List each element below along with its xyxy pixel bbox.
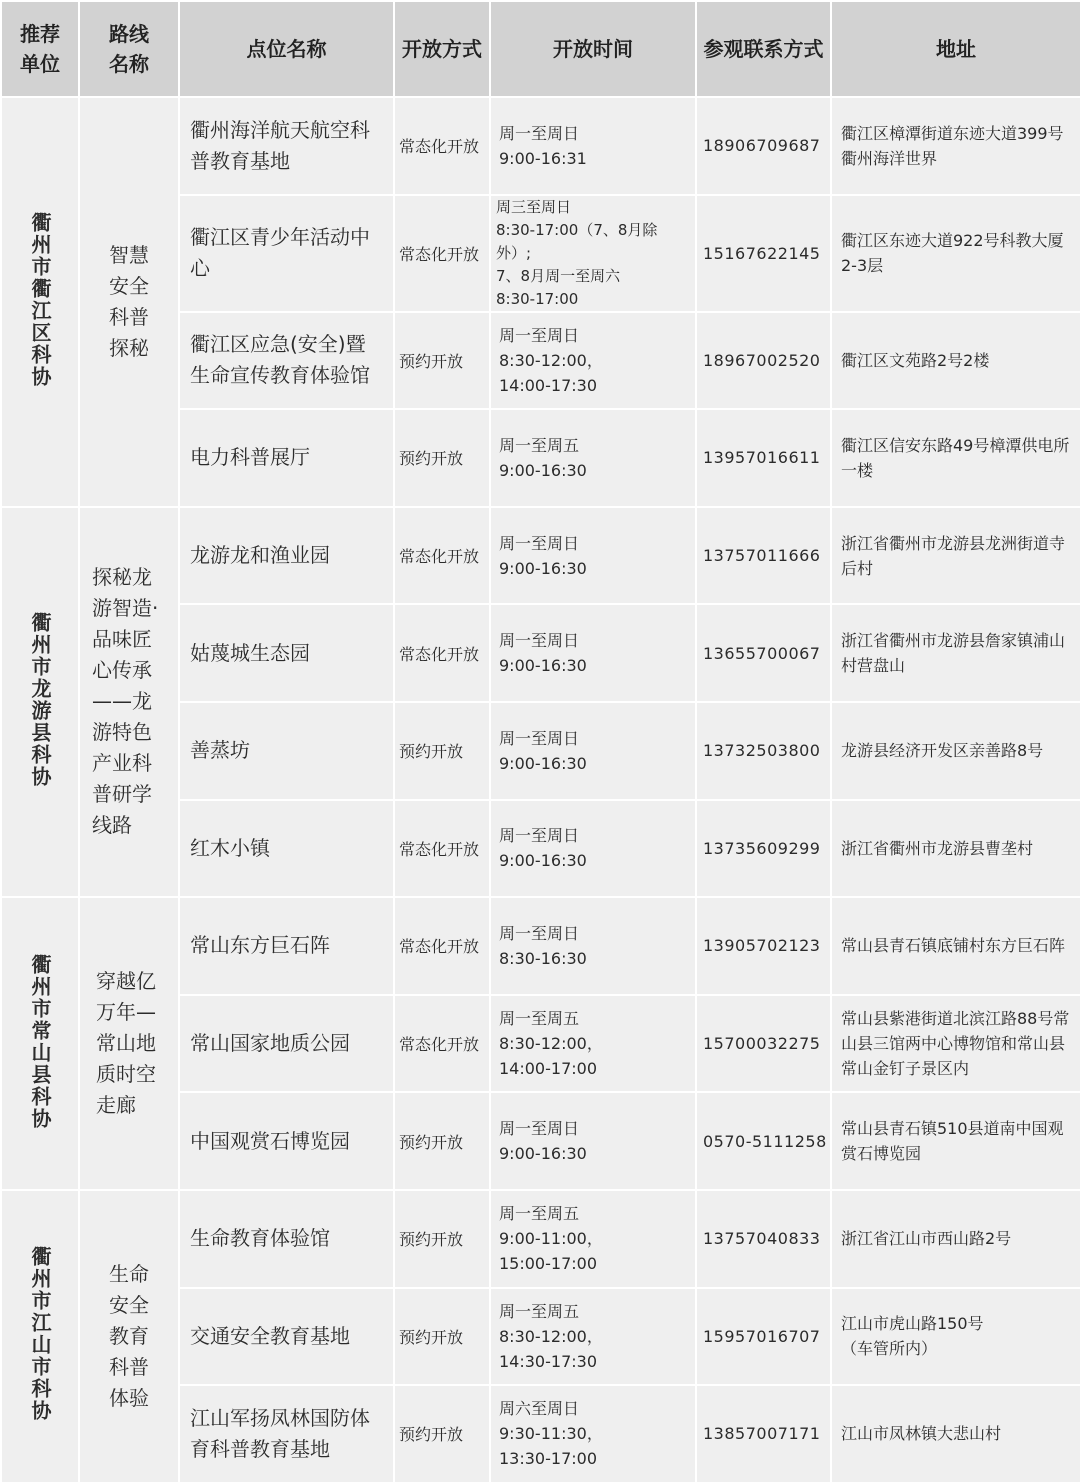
contact-phone: 13655700067 — [697, 605, 830, 701]
address: 衢江区东迹大道922号科教大厦2-3层 — [832, 196, 1080, 311]
contact-phone: 18906709687 — [697, 98, 830, 194]
open-time: 周三至周日 8:30-17:00（7、8月除外）; 7、8月周一至周六 8:30-17:00 — [491, 196, 695, 311]
open-time: 周一至周日 9:00-16:30 — [491, 801, 695, 897]
header-contact: 参观联系方式 — [697, 2, 830, 96]
open-time: 周一至周五 9:00-11:00， 15:00-17:00 — [491, 1191, 695, 1287]
open-mode: 常态化开放 — [395, 801, 489, 897]
open-mode: 预约开放 — [395, 313, 489, 409]
site-name: 中国观赏石博览园 — [180, 1093, 393, 1189]
address: 衢江区信安东路49号樟潭供电所一楼 — [832, 410, 1080, 506]
site-name: 交通安全教育基地 — [180, 1289, 393, 1385]
open-mode: 常态化开放 — [395, 508, 489, 604]
address: 浙江省衢州市龙游县詹家镇浦山村营盘山 — [832, 605, 1080, 701]
site-name: 红木小镇 — [180, 801, 393, 897]
site-name: 衢州海洋航天航空科普教育基地 — [180, 98, 393, 194]
header-address: 地址 — [832, 2, 1080, 96]
site-name: 生命教育体验馆 — [180, 1191, 393, 1287]
contact-phone: 13905702123 — [697, 898, 830, 994]
route-name: 生命 安全 教育 科普 体验 — [80, 1191, 178, 1482]
contact-phone: 13757011666 — [697, 508, 830, 604]
address: 浙江省衢州市龙游县龙洲街道寺后村 — [832, 508, 1080, 604]
table-row — [2, 1191, 1080, 1287]
header-row — [2, 2, 1080, 96]
site-name: 衢江区应急(安全)暨生命宣传教育体验馆 — [180, 313, 393, 409]
open-mode: 预约开放 — [395, 703, 489, 799]
header-route: 路线 名称 — [80, 2, 178, 96]
open-time: 周一至周五 8:30-12:00， 14:00-17:00 — [491, 996, 695, 1092]
address: 江山市虎山路150号 （车管所内） — [832, 1289, 1080, 1385]
open-time: 周一至周日 9:00-16:30 — [491, 1093, 695, 1189]
site-name: 龙游龙和渔业园 — [180, 508, 393, 604]
open-time: 周一至周日 8:30-12:00， 14:00-17:30 — [491, 313, 695, 409]
open-mode: 预约开放 — [395, 1289, 489, 1385]
contact-phone: 15167622145 — [697, 196, 830, 311]
open-mode: 常态化开放 — [395, 898, 489, 994]
address: 常山县青石镇底铺村东方巨石阵 — [832, 898, 1080, 994]
table-row — [2, 508, 1080, 604]
open-mode: 预约开放 — [395, 1386, 489, 1482]
open-time: 周一至周日 9:00-16:30 — [491, 605, 695, 701]
contact-phone: 13757040833 — [697, 1191, 830, 1287]
open-mode: 预约开放 — [395, 1191, 489, 1287]
address: 常山县紫港街道北滨江路88号常山县三馆两中心博物馆和常山县常山金钉子景区内 — [832, 996, 1080, 1092]
open-mode: 常态化开放 — [395, 996, 489, 1092]
contact-phone: 13735609299 — [697, 801, 830, 897]
contact-phone: 13957016611 — [697, 410, 830, 506]
open-mode: 常态化开放 — [395, 98, 489, 194]
open-time: 周一至周五 8:30-12:00， 14:30-17:30 — [491, 1289, 695, 1385]
recommend-unit: 衢州市龙游县科协 — [2, 508, 78, 896]
open-mode: 常态化开放 — [395, 196, 489, 311]
site-name: 常山东方巨石阵 — [180, 898, 393, 994]
route-name: 穿越亿万年—常山地质时空走廊 — [80, 898, 178, 1189]
address: 江山市凤林镇大悲山村 — [832, 1386, 1080, 1482]
header-mode: 开放方式 — [395, 2, 489, 96]
site-name: 衢江区青少年活动中心 — [180, 196, 393, 311]
site-name: 电力科普展厅 — [180, 410, 393, 506]
recommend-unit: 衢州市常山县科协 — [2, 898, 78, 1189]
table-row — [2, 98, 1080, 194]
address: 浙江省衢州市龙游县曹垄村 — [832, 801, 1080, 897]
route-name: 智慧 安全 科普 探秘 — [80, 98, 178, 506]
address: 龙游县经济开发区亲善路8号 — [832, 703, 1080, 799]
header-unit: 推荐 单位 — [2, 2, 78, 96]
open-mode: 预约开放 — [395, 1093, 489, 1189]
contact-phone: 0570-5111258 — [697, 1093, 830, 1189]
open-mode: 预约开放 — [395, 410, 489, 506]
contact-phone: 13732503800 — [697, 703, 830, 799]
table-row — [2, 898, 1080, 994]
site-name: 姑蔑城生态园 — [180, 605, 393, 701]
address: 衢江区樟潭街道东迹大道399号衢州海洋世界 — [832, 98, 1080, 194]
site-name: 善蒸坊 — [180, 703, 393, 799]
contact-phone: 15957016707 — [697, 1289, 830, 1385]
open-time: 周一至周日 9:00-16:31 — [491, 98, 695, 194]
open-time: 周六至周日 9:30-11:30， 13:30-17:00 — [491, 1386, 695, 1482]
contact-phone: 13857007171 — [697, 1386, 830, 1482]
site-name: 常山国家地质公园 — [180, 996, 393, 1092]
address: 浙江省江山市西山路2号 — [832, 1191, 1080, 1287]
recommend-unit: 衢州市江山市科协 — [2, 1191, 78, 1482]
open-time: 周一至周五 9:00-16:30 — [491, 410, 695, 506]
open-time: 周一至周日 9:00-16:30 — [491, 703, 695, 799]
header-time: 开放时间 — [491, 2, 695, 96]
contact-phone: 15700032275 — [697, 996, 830, 1092]
address: 衢江区文苑路2号2楼 — [832, 313, 1080, 409]
contact-phone: 18967002520 — [697, 313, 830, 409]
header-site: 点位名称 — [180, 2, 393, 96]
site-name: 江山军扬凤林国防体育科普教育基地 — [180, 1386, 393, 1482]
route-name: 探秘龙游智造·品味匠心传承——龙游特色产业科普研学线路 — [80, 508, 178, 896]
open-time: 周一至周日 8:30-16:30 — [491, 898, 695, 994]
open-time: 周一至周日 9:00-16:30 — [491, 508, 695, 604]
address: 常山县青石镇510县道南中国观赏石博览园 — [832, 1093, 1080, 1189]
open-mode: 常态化开放 — [395, 605, 489, 701]
recommend-unit: 衢州市衢江区科协 — [2, 98, 78, 506]
